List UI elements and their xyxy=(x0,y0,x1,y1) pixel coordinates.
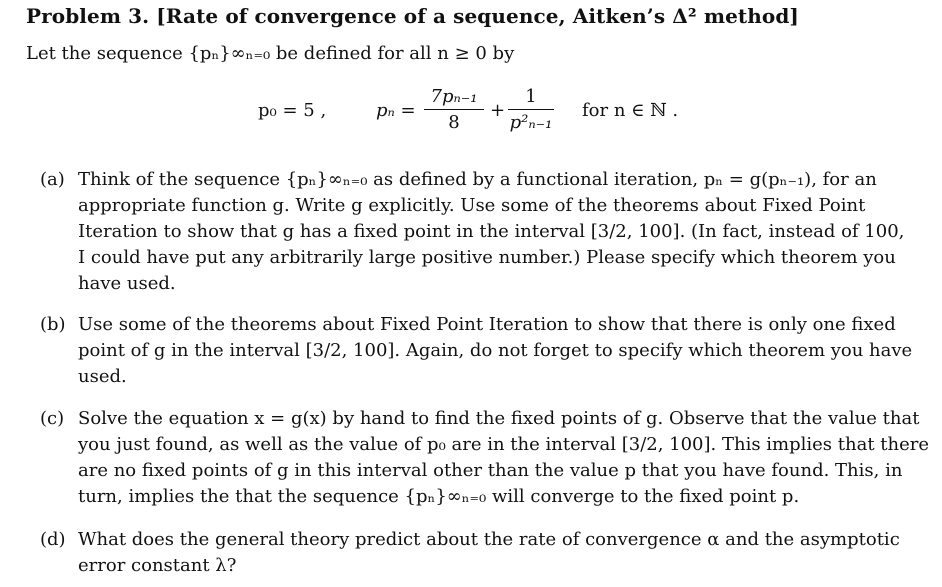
text-line: error constant λ? xyxy=(78,555,237,576)
fraction-numerator: 1 xyxy=(525,86,537,107)
text-line: Think of the sequence {pₙ}∞ₙ₌₀ as defined by a functional iteration, pₙ = g(pₙ₋₁), for an xyxy=(78,169,877,190)
sequence-definition-equation xyxy=(258,88,778,144)
text-line: used. xyxy=(78,366,127,387)
text-line: Iteration to show that g has a fixed point in the interval [3/2, 100]. (In fact, instead of 100, xyxy=(78,221,905,242)
part-label: (d) xyxy=(40,529,66,550)
text-line: Solve the equation x = g(x) by hand to find the fixed points of g. Observe that the value that xyxy=(78,408,920,429)
fraction-denominator: p²ₙ₋₁ xyxy=(509,112,553,133)
intro-text: Let the sequence {pₙ}∞ₙ₌₀ be defined for all n ≥ 0 by xyxy=(26,43,515,64)
part-text xyxy=(78,406,930,510)
problem-title: Problem 3. [Rate of convergence of a sequence, Aitken’s Δ² method] xyxy=(26,4,799,28)
text-line: Use some of the theorems about Fixed Point Iteration to show that there is only one fixed xyxy=(78,314,896,335)
fraction-denominator: 8 xyxy=(448,112,460,133)
part-text xyxy=(78,527,916,579)
text-line: point of g in the interval [3/2, 100]. Again, do not forget to specify which theorem you have xyxy=(78,340,913,361)
text-line: appropriate function g. Write g explicitly. Use some of the theorems about Fixed Point xyxy=(78,195,866,216)
recurrence-lhs: pₙ = xyxy=(376,100,416,121)
text-line: you just found, as well as the value of p₀ are in the interval [3/2, 100]. This implies that there xyxy=(78,434,930,455)
fraction-7p-over-8 xyxy=(424,86,484,133)
fraction-numerator: 7pₙ₋₁ xyxy=(430,86,478,107)
text-line: are no fixed points of g in this interval other than the value p that you have found. This, in xyxy=(78,460,903,481)
text-line: What does the general theory predict about the rate of convergence α and the asymptotic xyxy=(78,529,900,550)
recurrence-condition: for n ∈ ℕ . xyxy=(582,100,679,121)
fraction-bar xyxy=(508,109,554,110)
part-label: (c) xyxy=(40,408,65,429)
text-line: I could have put any arbitrarily large positive number.) Please specify which theorem you xyxy=(78,247,896,268)
part-text xyxy=(78,312,916,390)
part-label: (a) xyxy=(40,169,65,190)
part-label: (b) xyxy=(40,314,66,335)
initial-value: p₀ = 5 , xyxy=(258,100,327,121)
text-line: turn, implies the that the sequence {pₙ}∞ₙ₌₀ will converge to the fixed point p. xyxy=(78,486,800,507)
plus-sign: + xyxy=(490,100,506,121)
fraction-bar xyxy=(424,109,484,110)
text-line: have used. xyxy=(78,273,176,294)
fraction-1-over-p-squared xyxy=(508,86,554,133)
part-text xyxy=(78,167,916,297)
